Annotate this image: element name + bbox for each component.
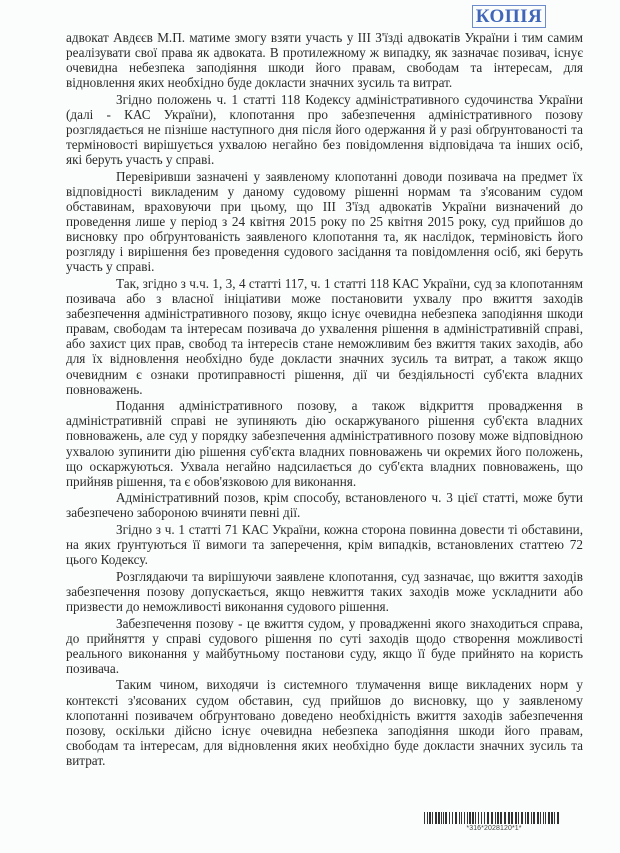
barcode-bar	[467, 812, 468, 824]
text-line: які беруть участь у справі.	[66, 152, 215, 168]
barcode-bar	[543, 812, 544, 824]
text-line: Згідно з ч. 1 статті 71 КАС України, кожна сторона повинна довести ті обставини,	[116, 522, 583, 537]
text-line: розгляду і вирішення без проведення судового засідання та повідомлення осіб, які беруть	[66, 244, 583, 260]
barcode-bar	[484, 812, 485, 824]
text-line: забезпечення позову допускається, якщо невжиття таких заходів може ускладнити або	[66, 583, 583, 599]
barcode-bar	[557, 812, 559, 824]
text-line: обставинам, враховуючи при цьому, що III З'їзд адвокатів України визначений до	[66, 199, 583, 215]
text-line: прийняв рішення, та є обов'язковою для виконання.	[66, 473, 357, 489]
barcode-bar	[461, 812, 462, 824]
text-line: свободам та інтересам, для відновлення яких необхідно буде докласти значних зусиль та	[66, 737, 583, 753]
text-line: реального виконання у майбутньому постанови суду, якщо її буде прийнято на користь	[66, 645, 583, 661]
barcode-bar	[527, 812, 529, 824]
barcode-bar	[511, 812, 513, 824]
text-line: до прийняття у справі судового рішення по суті заходів щодо створення можливості	[66, 630, 583, 646]
barcode-bar	[548, 812, 550, 824]
paragraph	[66, 30, 583, 90]
paragraph	[66, 616, 583, 676]
text-line: (далі - КАС України), клопотання про забезпечення адміністративного позову	[66, 106, 583, 122]
barcode-bar	[545, 812, 546, 824]
text-line: позову, оскільки дійсно існує очевидна небезпека заподіяння шкоди його правам,	[66, 722, 583, 738]
barcode-bar	[491, 812, 493, 824]
barcode-bar	[438, 812, 440, 824]
barcode-number: *316*2028120*1*	[466, 825, 522, 832]
barcode-bar	[472, 812, 474, 824]
barcode-bar	[459, 812, 460, 824]
barcode-bar	[515, 812, 517, 824]
barcode-bar	[497, 812, 499, 824]
barcode-bar	[554, 812, 555, 824]
barcode-bar	[551, 812, 553, 824]
text-line: ухвалою зупинити дію рішення суб'єкта владних повноважень чи окремих його положень,	[66, 443, 583, 459]
paragraph	[66, 677, 583, 768]
text-line: очевидна небезпека заподіяння шкоди його правам, свободам та інтересам, для	[66, 60, 583, 76]
barcode-bar	[504, 812, 506, 824]
paragraph	[66, 522, 583, 567]
text-line: позивача або з власної ініціативи може постановити ухвалу про вжиття заходів	[66, 291, 583, 307]
text-line: Так, згідно з ч.ч. 1, 3, 4 статті 117, ч. 1 статті 118 КАС України, суд за клопотанням	[116, 276, 583, 291]
text-line: Адміністративний позов, крім способу, встановленого ч. 3 цієї статті, може бути	[116, 490, 583, 506]
barcode-bar	[525, 812, 526, 824]
text-line: на яких ґрунтуються її вимоги та заперечення, крім випадків, встановлених статтею 72	[66, 537, 583, 553]
text-line: що оскаржуються. Ухвала негайно надсилається до суб'єкта владних повноважень, що	[66, 458, 583, 474]
text-line: адвокат Авдєєв М.П. матиме змогу взяти участь у III З'їзді адвокатів України і тим самим	[66, 30, 583, 45]
barcode-bar	[443, 812, 444, 824]
text-line: або захист цих прав, свобод та інтересів стане неможливим без вжиття таких заходів, або	[66, 336, 583, 352]
text-line: витрат.	[66, 752, 106, 768]
document-body	[66, 30, 583, 770]
barcode-bar	[521, 812, 523, 824]
barcode-bar	[455, 812, 457, 824]
text-line: повноважень.	[66, 381, 143, 397]
barcode-bar	[429, 812, 431, 824]
barcode-bar	[435, 812, 437, 824]
copy-stamp: КОПІЯ	[472, 5, 546, 28]
barcode-bar	[495, 812, 496, 824]
barcode-bar	[487, 812, 489, 824]
paragraph	[66, 169, 583, 275]
barcode-bar	[500, 812, 502, 824]
barcode-bar	[452, 812, 453, 824]
text-line: Перевіривши зазначені у заявленому клопотанні доводи позивача на предмет їх	[116, 168, 583, 184]
barcode-bar	[533, 812, 535, 824]
barcode-bar	[469, 812, 471, 824]
barcode-bar	[445, 812, 447, 824]
text-line: повноважень, але суд у порядку забезпечення адміністративного позову може відповідною	[66, 428, 583, 444]
text-line: очевидним є ознаки протиправності рішення, дії чи бездіяльності суб'єкта владних	[66, 366, 583, 382]
barcode-bar	[518, 812, 519, 824]
text-line: для їх відновлення необхідно буде докласти значних зусиль та витрат, а також якщо	[66, 351, 583, 367]
paragraph	[66, 276, 583, 397]
text-line: забезпечено забороною вчиняти певні дії.	[66, 505, 301, 521]
barcode-bar	[427, 812, 428, 824]
text-line: цього Кодексу.	[66, 552, 148, 568]
text-line: забезпечення адміністративного позову, якщо існує очевидна небезпека заподіяння шкоди	[66, 306, 583, 322]
text-line: Подання адміністративного позову, а також відкриття провадження в	[116, 398, 583, 414]
barcode-bar	[531, 812, 532, 824]
paragraph	[66, 92, 583, 167]
text-line: Розглядаючи та вирішуючи заявлене клопотання, суд зазначає, що вжиття заходів	[116, 568, 583, 584]
barcode-bar	[464, 812, 465, 824]
text-line: розглядається не пізніше наступного дня після його одержання й у разі обґрунтованості та	[66, 122, 583, 138]
barcode-bar	[432, 812, 433, 824]
barcode-bar	[478, 812, 479, 824]
paragraph	[66, 569, 583, 614]
paragraph	[66, 490, 583, 520]
barcode-bar	[441, 812, 442, 824]
barcode-bar	[449, 812, 450, 824]
text-line: участь у справі.	[66, 259, 155, 275]
barcode-bar	[475, 812, 476, 824]
text-line: правам, свободам та інтересам позивача до ухвалення рішення в адміністративній справі,	[66, 321, 583, 337]
text-line: відповідності викладеним у даному судовому рішенні нормам та з'ясованим судом	[66, 183, 583, 199]
text-line: реалізувати свої права як адвоката. В протилежному ж випадку, як зазначає позивач, існує	[66, 45, 583, 61]
text-line: Таким чином, виходячи із системного тлумачення вище викладених норм у	[116, 677, 583, 693]
text-line: висновку про обґрунтованість заявленого клопотання та, як наслідок, терміновість його	[66, 229, 583, 245]
text-line: Забезпечення позову - це вжиття судом, у провадженні якого знаходиться справа,	[116, 615, 583, 631]
text-line: відновлення яких необхідно буде докласти значних зусиль та витрат.	[66, 75, 453, 91]
text-line: проведення лише у період з 24 квітня 2015 року по 25 квітня 2015 року, суд прийшов до	[66, 214, 583, 230]
text-line: призвести до неможливості виконання судового рішення.	[66, 598, 389, 614]
barcode-bars	[424, 812, 564, 824]
text-line: терміновості вирішується ухвалою негайно без повідомлення відповідача та інших осіб,	[66, 137, 583, 153]
text-line: клопотанні позивачем обґрунтовано доведено необхідність вжиття заходів забезпечення	[66, 707, 583, 723]
barcode-bar	[424, 812, 425, 824]
text-line: контексті з'ясованих судом обставин, суд прийшов до висновку, що у заявленому	[66, 692, 583, 708]
text-line: Згідно положень ч. 1 статті 118 Кодексу адміністративного судочинства України	[116, 91, 583, 107]
barcode-bar	[508, 812, 510, 824]
text-line: позивача.	[66, 660, 120, 676]
barcode-bar	[540, 812, 541, 824]
barcode-bar	[537, 812, 539, 824]
barcode-bar	[481, 812, 482, 824]
paragraph	[66, 398, 583, 489]
text-line: адміністративній справі не зупиняють дію оскаржуваного рішення суб'єкта владних	[66, 413, 583, 429]
barcode	[424, 812, 564, 832]
